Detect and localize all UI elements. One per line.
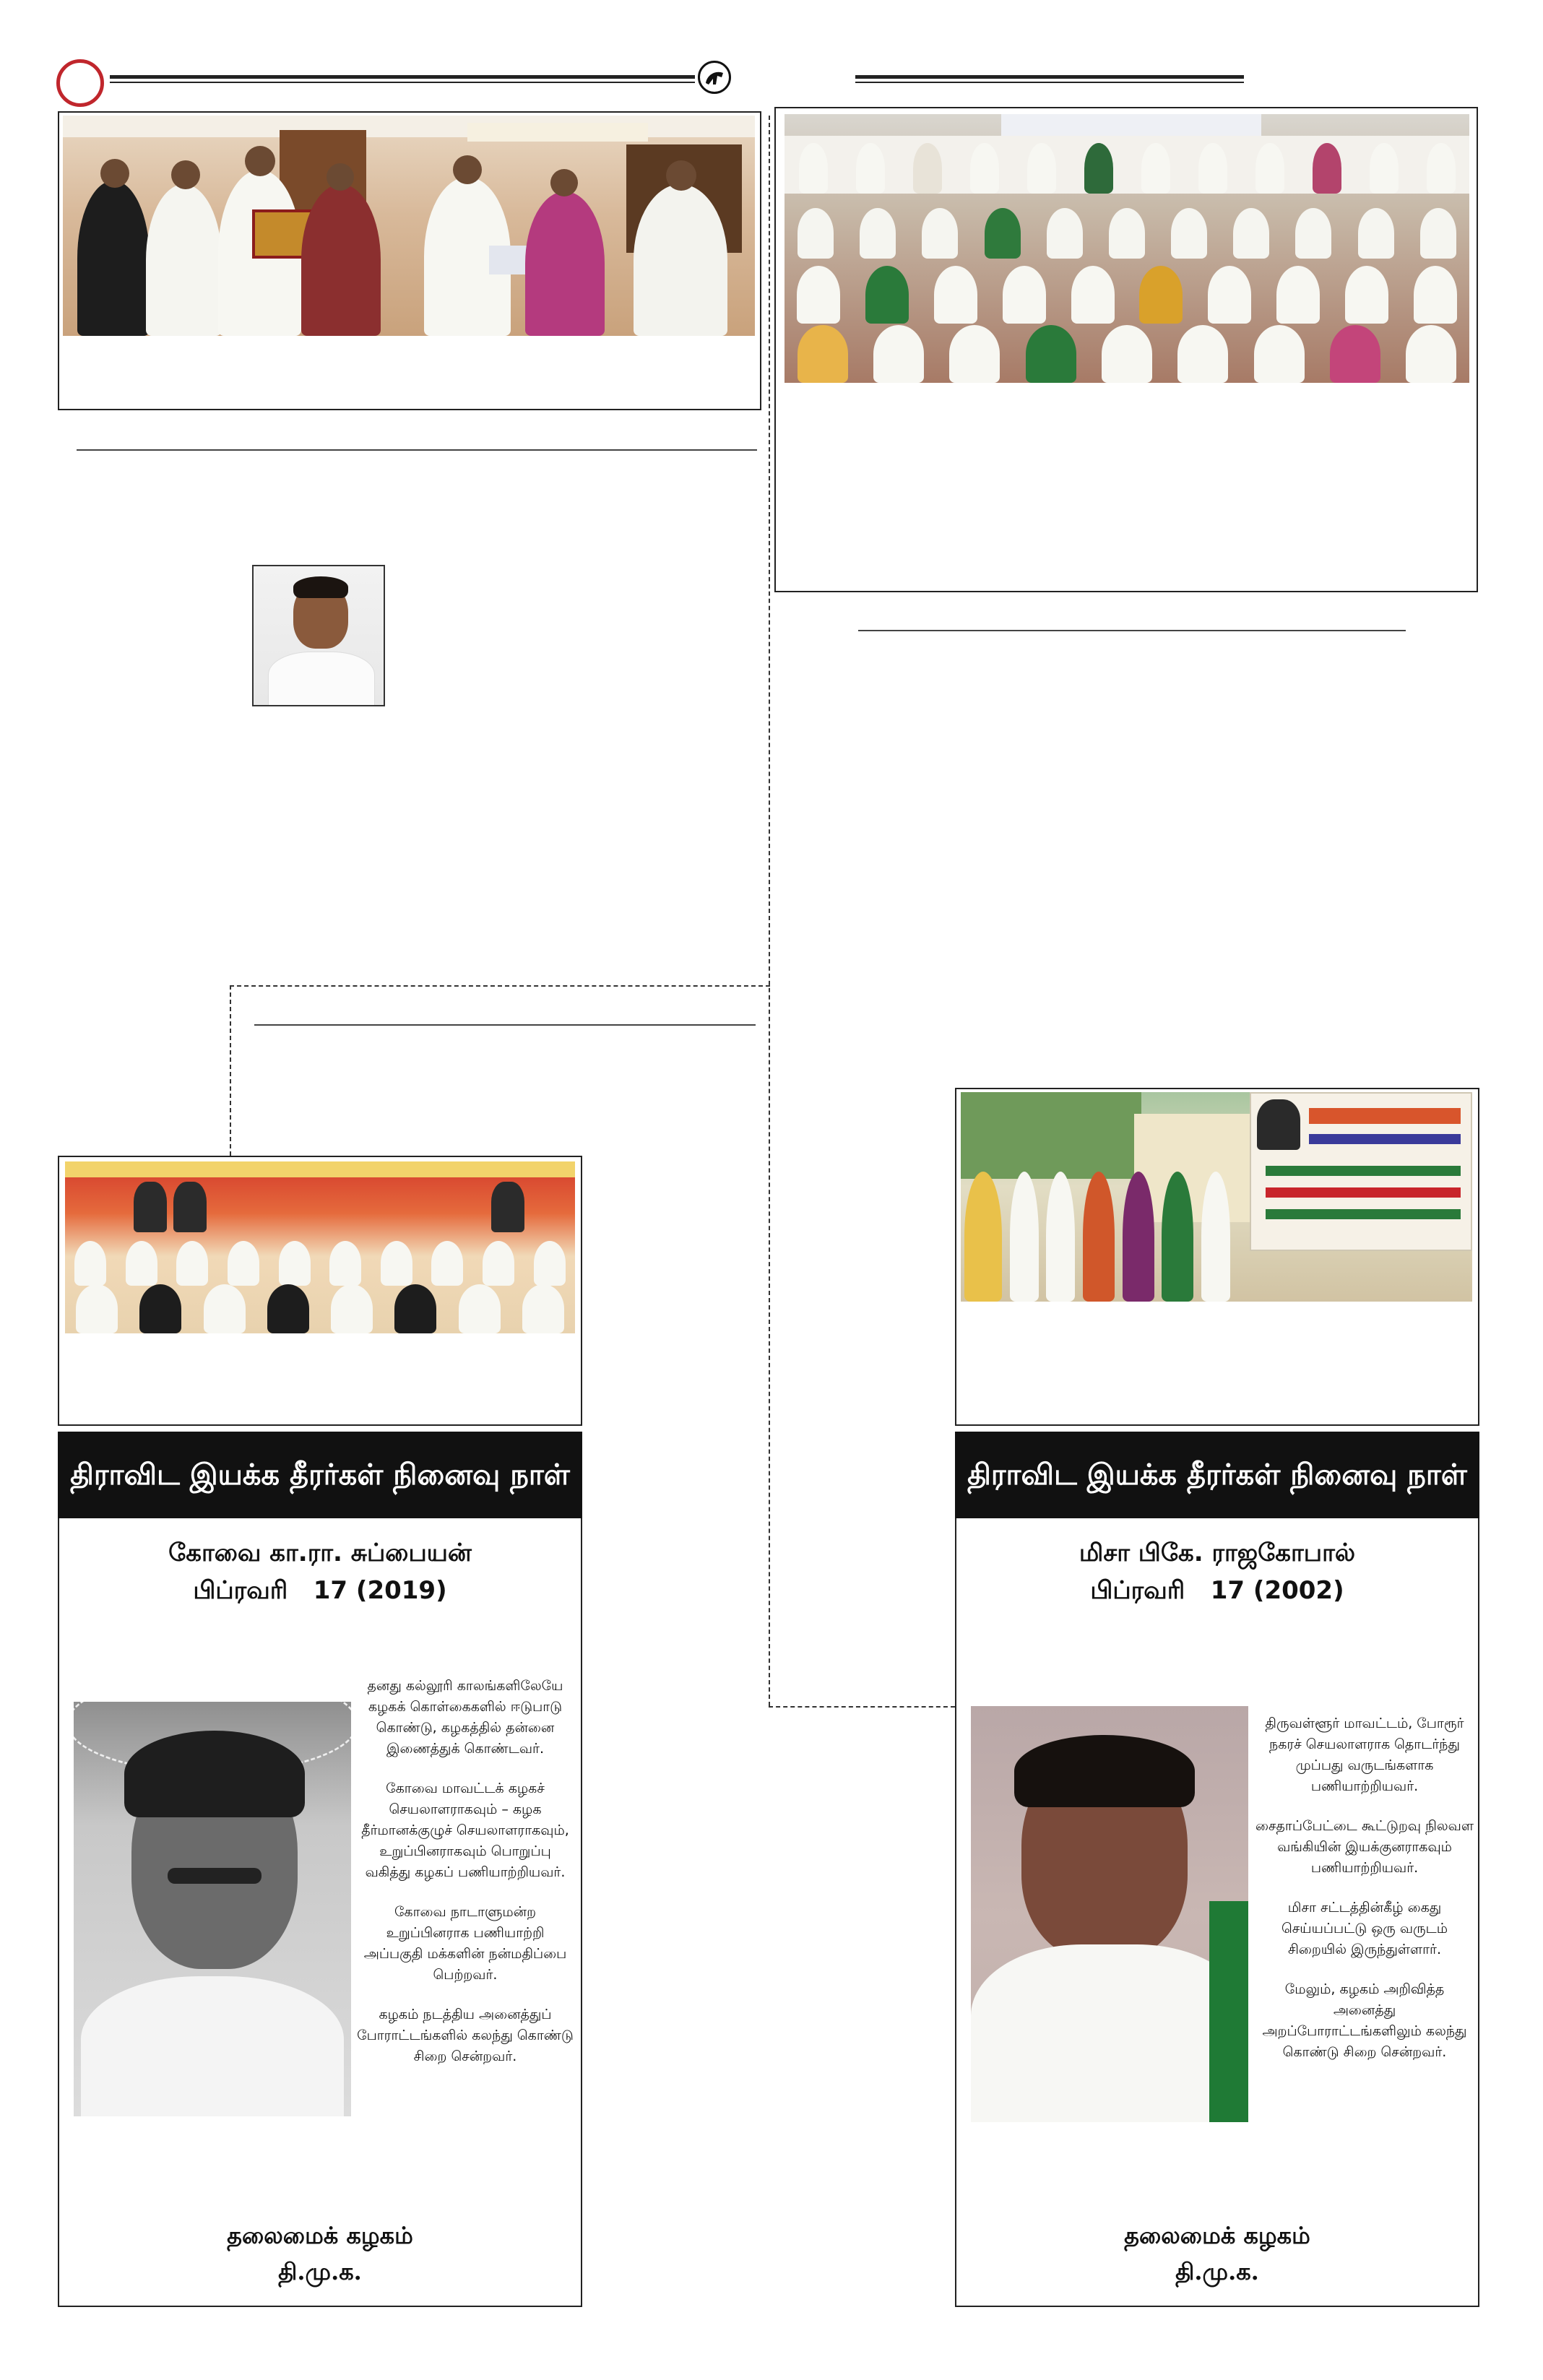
portrait-rajagopal — [971, 1706, 1248, 2122]
memorial-paragraph: கோவை மாவட்டக் கழகச் செயலாளராகவும் – கழக தீர்மானக்குழுச் செயலாளராகவும், உறுப்பினராகவும் பொறுப்பு வகித்து கழகப் பணியாற்றியவர். — [361, 1780, 569, 1880]
event-photo-party-office — [65, 1161, 575, 1333]
event-photo-meeting-hall — [785, 114, 1469, 383]
signature-org-right: தலைமைக் கழகம் — [1124, 2222, 1310, 2249]
signature-party-right: தி.மு.க. — [1175, 2258, 1259, 2285]
portrait-man — [252, 565, 385, 706]
event-photo-banner-opening — [961, 1092, 1472, 1302]
memorial-paragraph: தனது கல்லூரி காலங்களிலேயே கழகக் கொள்கைகளில் ஈடுபாடு கொண்டு, கழகத்தில் தன்னை இணைத்துக் கொண்டவர். — [367, 1678, 563, 1757]
memorial-paragraph: திருவள்ளூர் மாவட்டம், போரூர் நகரச் செயலாளராக தொடர்ந்து முப்பது வருடங்களாக பணியாற்றியவர். — [1265, 1715, 1464, 1794]
memorial-date-right: பிப்ரவரி 17 (2002) — [1090, 1576, 1344, 1605]
dashed-connector-mid-left — [230, 985, 770, 987]
signature-org-left: தலைமைக் கழகம் — [227, 2222, 413, 2249]
divider-top-left — [77, 449, 757, 451]
header-rule-left — [110, 75, 695, 79]
memorial-date-left: பிப்ரவரி 17 (2019) — [193, 1576, 447, 1605]
header-rule-right — [855, 75, 1244, 79]
memorial-banner-right: திராவிட இயக்க தீரர்கள் நினைவு நாள் — [955, 1432, 1479, 1518]
memorial-name-right: மிசா பிகே. ராஜகோபால் — [1079, 1539, 1356, 1567]
memorial-text-left — [357, 1676, 574, 2086]
party-emblem-icon — [698, 61, 731, 94]
memorial-banner-left: திராவிட இயக்க தீரர்கள் நினைவு நாள் — [58, 1432, 582, 1518]
portrait-subbaiyan — [74, 1702, 351, 2116]
signature-party-left: தி.மு.க. — [278, 2258, 362, 2285]
memorial-name-left: கோவை கா.ரா. சுப்பையன் — [168, 1539, 472, 1567]
divider-top-right — [858, 630, 1406, 631]
dashed-connector-left-drop — [230, 985, 231, 1156]
header-rule-left-thin — [110, 82, 695, 83]
page-number-circle — [56, 59, 104, 107]
memorial-paragraph: மேலும், கழகம் அறிவித்த அனைத்து அறப்போராட்டங்களிலும் கலந்து கொண்டு சிறை சென்றவர். — [1262, 1981, 1467, 2060]
event-photo-award — [63, 116, 755, 336]
memorial-paragraph: கோவை நாடாளுமன்ற உறுப்பினராக பணியாற்றி அப்பகுதி மக்களின் நன்மதிப்பை பெற்றவர். — [363, 1904, 567, 1983]
dashed-connector-center — [769, 116, 770, 1706]
memorial-paragraph: சைதாப்பேட்டை கூட்டுறவு நிலவள வங்கியின் இயக்குனராகவும் பணியாற்றியவர். — [1255, 1818, 1474, 1876]
memorial-paragraph: கழகம் நடத்திய அனைத்துப் போராட்டங்களில் கலந்து கொண்டு சிறை சென்றவர். — [357, 2007, 574, 2064]
signature-right — [969, 2217, 1465, 2290]
signature-left — [72, 2217, 568, 2290]
dashed-connector-bottom-right — [769, 1706, 955, 1708]
header-rule-right-thin — [855, 82, 1244, 83]
memorial-text-right — [1253, 1713, 1477, 2082]
memorial-paragraph: மிசா சட்டத்தின்கீழ் கைது செய்யப்பட்டு ஒரு வருடம் சிறையில் இருந்துள்ளார். — [1281, 1900, 1448, 1957]
divider-mid-left — [254, 1024, 756, 1026]
